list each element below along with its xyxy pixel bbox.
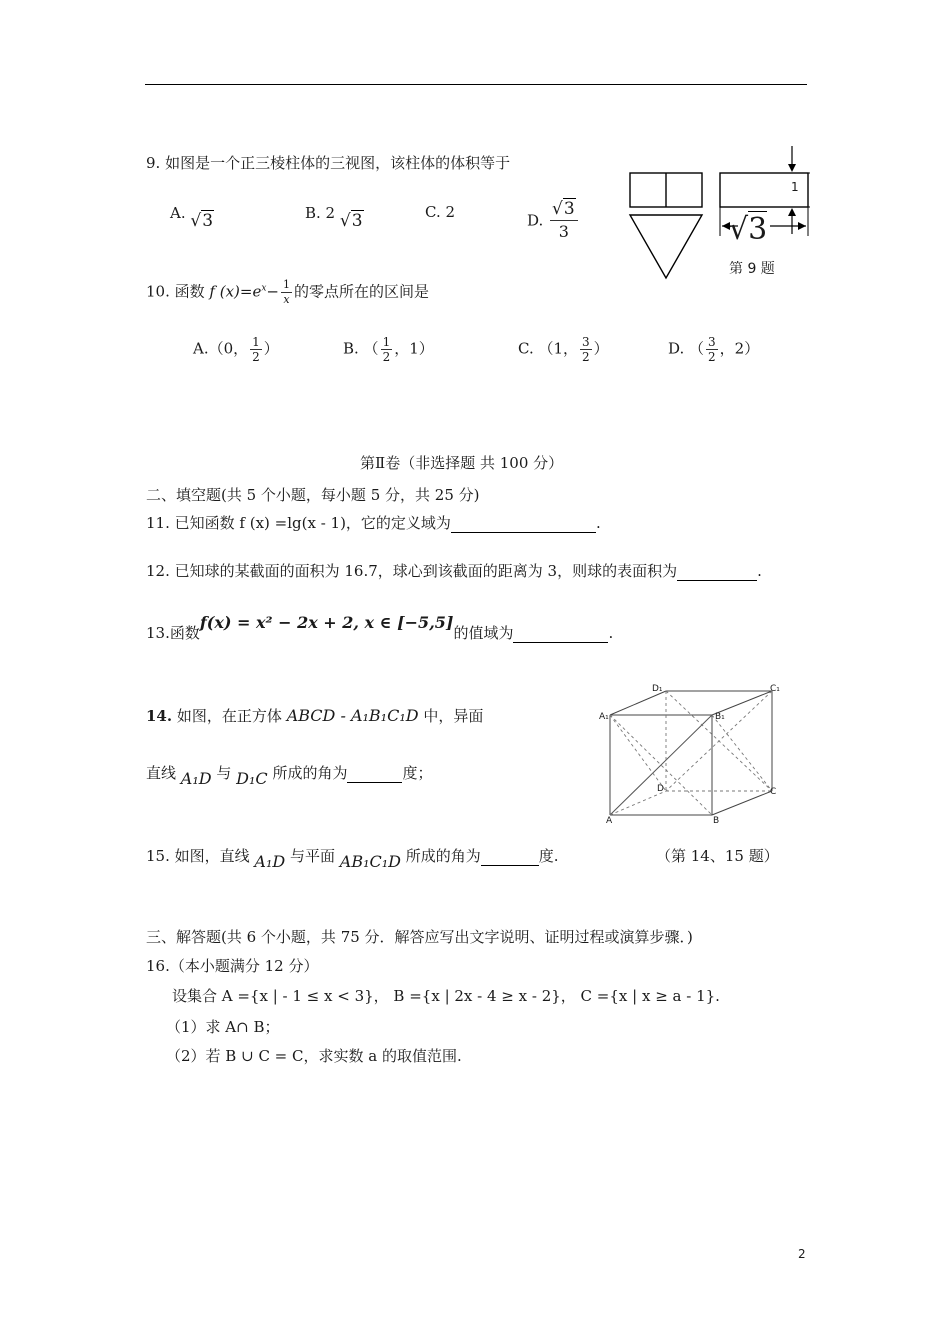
q9-option-b: B. 2 √3 [305,204,363,231]
q13: 13.函数f(x) = x² − 2x + 2, x ∈ [−5,5]的值域为 . [146,613,614,642]
section3-heading: 三、解答题(共 6 个小题，共 75 分．解答应写出文字说明、证明过程或演算步骤．) [146,928,693,946]
q9-option-c: C. 2 [425,203,456,221]
top-view-triangle [630,215,702,278]
q9-three-view-figure [620,140,820,280]
section2-heading: 二、填空题(共 5 个小题，每小题 5 分，共 25 分) [146,486,480,504]
cube-label-b1: B₁ [715,712,725,722]
cube-label-d1: D₁ [652,684,663,694]
cube-label-a: A [606,816,613,826]
q10-option-c: C. （1， $\frac{3}{2}$ ） [518,335,609,364]
q16-part2: （2）若 B ∪ C = C，求实数 a 的取值范围. [166,1047,462,1065]
q16-part1: （1）求 A∩ B； [166,1018,280,1036]
q10-option-d: D. （ $\frac{3}{2}$ ，2） [668,335,760,364]
header-rule [145,84,807,85]
q16-title: 16.（本小题满分 12 分） [146,957,319,975]
page-number: 2 [798,1247,806,1261]
q9-stem: 9. 如图是一个正三棱柱体的三视图，该柱体的体积等于 [146,154,511,172]
cube-label-c: C [770,787,777,797]
cube-label-a1: A₁ [599,712,609,722]
q16-sets: 设集合 A ={x | - 1 ≤ x < 3}， B ={x | 2x - 4 ≥ x - 2}， C ={x | x ≥ a - 1}. [172,987,720,1005]
q14-15-caption: （第 14、15 题） [656,847,779,865]
q14-line2: 直线 A₁D 与 D₁C 所成的角为 度； [146,764,433,788]
q9-option-a: A. √3 [170,204,214,231]
q10-option-b: B. （ $\frac{1}{2}$ ，1） [343,335,434,364]
q15: 15. 如图，直线 A₁D 与平面 AB₁C₁D 所成的角为 度. [146,847,559,871]
q14-line1: 14. 如图，在正方体 ABCD - A₁B₁C₁D 中，异面 [146,706,484,725]
q10-stem: 10. 函数 f $(x)=e^x-$ $\frac{1}{x}$ 的零点所在的区间是 [146,278,430,306]
q11: 11. 已知函数 f (x) =lg(x - 1)，它的定义域为 . [146,514,601,532]
q9-width-label: √3 [729,212,768,247]
cube-label-d: D [657,784,664,794]
q9-option-d: D. $\frac{√3}{3}$ [527,198,580,243]
cube-label-b: B [713,816,720,826]
q10-option-a: A.（0， $\frac{1}{2}$ ） [193,335,279,364]
q9-caption: 第 9 题 [729,261,775,277]
q12: 12. 已知球的某截面的面积为 16.7，球心到该截面的距离为 3，则球的表面积为 . [146,562,762,580]
part2-title: 第Ⅱ卷（非选择题 共 100 分） [360,454,564,472]
cube-figure [600,685,790,835]
cube-label-c1: C₁ [770,684,780,694]
q9-height-label: 1 [791,180,799,194]
